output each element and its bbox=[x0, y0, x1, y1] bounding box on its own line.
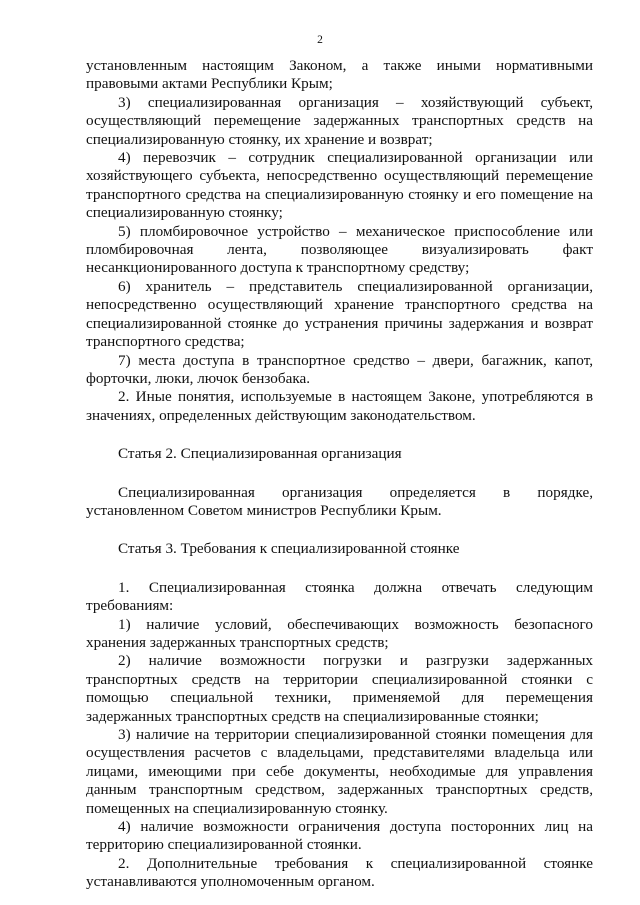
definition-item-7: 7) места доступа в транспортное средство – двери, багажник, капот, форточки, люки, лючок бензобака. bbox=[86, 351, 593, 387]
article-3-paragraph-2: 2. Дополнительные требования к специализированной стоянке устанавливаются уполномоченным органом. bbox=[86, 854, 593, 891]
requirement-item-4: 4) наличие возможности ограничения доступа посторонних лиц на территорию специализированной стоянки. bbox=[86, 818, 593, 854]
article-3-heading: Статья 3. Требования к специализированной стоянке bbox=[118, 540, 460, 558]
document-body bbox=[86, 57, 593, 892]
definition-item-5: 5) пломбировочное устройство – механическое приспособление или пломбировочная лента, позволяющее визуализировать факт несанкционированного доступа к транспортному средству; bbox=[86, 222, 593, 277]
paragraph-other-concepts: 2. Иные понятия, используемые в настоящем Законе, употребляются в значениях, определенных действующим законодательством. bbox=[86, 388, 593, 424]
requirement-item-1: 1) наличие условий, обеспечивающих возможность безопасного хранения задержанных транспортных средств; bbox=[86, 615, 593, 651]
requirement-item-3: 3) наличие на территории специализированной стоянки помещения для осуществления расчетов с владельцами, представителями владельца или лицами, имеющими при себе документы, необходимые для управления данным транспортным средством, задержанных транспортных средств, помещенных на специализированную стоянку. bbox=[86, 726, 593, 817]
paragraph-continuation: установленным настоящим Законом, а также иными нормативными правовыми актами Республики Крым; bbox=[86, 57, 593, 93]
definition-item-4: 4) перевозчик – сотрудник специализированной организации или хозяйствующего субъекта, непосредственно осуществляющий перемещение транспортного средства на специализированную стоянку и его помещение на специализированную стоянку; bbox=[86, 149, 593, 222]
page-number: 2 bbox=[317, 34, 323, 46]
article-3-paragraph-1: 1. Специализированная стоянка должна отвечать следующим требованиям: bbox=[86, 578, 593, 615]
article-2-heading: Статья 2. Специализированная организация bbox=[118, 445, 402, 463]
definition-item-6: 6) хранитель – представитель специализированной организации, непосредственно осуществляющий хранение транспортного средства на специализированной стоянке до устранения причины задержания и возврат транспортного средства; bbox=[86, 277, 593, 351]
article-2-text: Специализированная организация определяется в порядке, установленном Советом министров Республики Крым. bbox=[86, 483, 593, 519]
requirement-item-2: 2) наличие возможности погрузки и разгрузки задержанных транспортных средств на территории специализированной стоянки с помощью специальной техники, применяемой для перемещения задержанных транспортных средств на специализированные стоянки; bbox=[86, 652, 593, 725]
definition-item-3: 3) специализированная организация – хозяйствующий субъект, осуществляющий перемещение задержанных транспортных средств на специализированную стоянку, их хранение и возврат; bbox=[86, 93, 593, 148]
